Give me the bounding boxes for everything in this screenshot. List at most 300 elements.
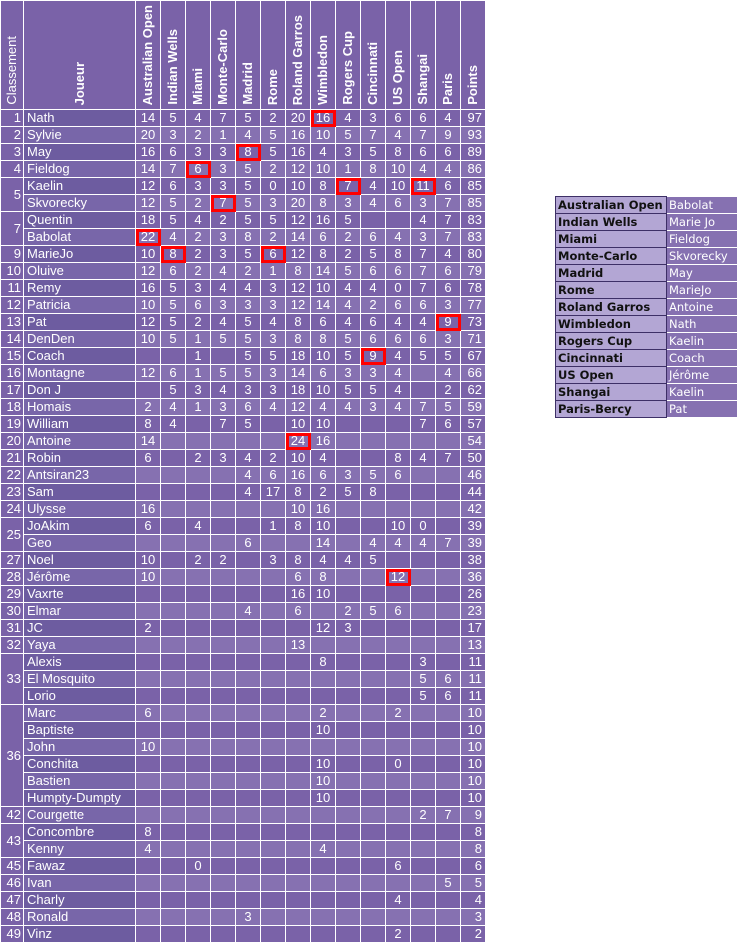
score-cell — [261, 739, 286, 756]
rank-cell: 16 — [1, 365, 24, 382]
player-name: Concombre — [24, 824, 136, 841]
score-cell — [361, 620, 386, 637]
score-cell — [336, 824, 361, 841]
score-cell: 8 — [311, 569, 336, 586]
score-cell — [261, 705, 286, 722]
score-cell — [411, 586, 436, 603]
score-cell — [236, 586, 261, 603]
score-cell — [336, 688, 361, 705]
score-cell — [236, 433, 261, 450]
winner-row — [556, 350, 738, 367]
score-cell: 8 — [386, 246, 411, 263]
score-cell: 2 — [186, 127, 211, 144]
score-cell — [236, 552, 261, 569]
table-row — [1, 399, 486, 416]
score-cell: 5 — [361, 144, 386, 161]
header-tournament-2-label: Miami — [190, 68, 205, 105]
score-cell: 4 — [236, 603, 261, 620]
score-cell: 14 — [311, 263, 336, 280]
score-cell — [336, 773, 361, 790]
score-cell: 4 — [436, 365, 461, 382]
score-cell: 6 — [161, 178, 186, 195]
score-cell — [161, 637, 186, 654]
score-cell: 2 — [186, 263, 211, 280]
score-cell — [236, 756, 261, 773]
score-cell: 4 — [336, 314, 361, 331]
score-cell: 10 — [136, 739, 161, 756]
score-cell — [236, 501, 261, 518]
winner-score-cell: 7 — [211, 195, 236, 212]
score-cell: 3 — [336, 195, 361, 212]
score-cell: 20 — [286, 110, 311, 127]
score-cell — [286, 620, 311, 637]
winner-player: Pat — [667, 401, 738, 418]
rank-cell: 31 — [1, 620, 24, 637]
score-cell — [411, 773, 436, 790]
score-cell — [436, 892, 461, 909]
score-cell — [236, 671, 261, 688]
header-tournament-6 — [286, 1, 311, 110]
score-cell: 2 — [311, 484, 336, 501]
score-cell — [436, 433, 461, 450]
table-row — [1, 331, 486, 348]
score-cell: 0 — [386, 756, 411, 773]
score-cell — [186, 586, 211, 603]
score-cell — [261, 637, 286, 654]
score-cell: 0 — [261, 178, 286, 195]
winner-row — [556, 231, 738, 248]
player-name: Oluive — [24, 263, 136, 280]
header-tournament-0 — [136, 1, 161, 110]
table-row — [1, 739, 486, 756]
score-cell: 3 — [236, 909, 261, 926]
score-cell: 6 — [136, 705, 161, 722]
score-cell — [361, 909, 386, 926]
score-cell: 1 — [211, 127, 236, 144]
score-cell: 5 — [236, 246, 261, 263]
score-cell — [161, 620, 186, 637]
score-cell — [236, 773, 261, 790]
score-cell: 12 — [311, 620, 336, 637]
score-cell: 7 — [436, 212, 461, 229]
score-cell — [161, 875, 186, 892]
score-cell — [336, 586, 361, 603]
score-cell: 10 — [311, 348, 336, 365]
score-cell: 7 — [211, 110, 236, 127]
score-cell: 5 — [411, 671, 436, 688]
score-cell — [261, 892, 286, 909]
score-cell: 5 — [336, 348, 361, 365]
score-cell — [161, 433, 186, 450]
score-cell — [286, 790, 311, 807]
points-cell: 11 — [461, 688, 486, 705]
score-cell — [286, 892, 311, 909]
score-cell — [261, 909, 286, 926]
score-cell — [386, 212, 411, 229]
score-cell: 3 — [411, 195, 436, 212]
score-cell — [286, 909, 311, 926]
score-cell — [261, 603, 286, 620]
table-row — [1, 450, 486, 467]
score-cell: 6 — [311, 365, 336, 382]
score-cell: 4 — [386, 314, 411, 331]
score-cell: 3 — [186, 178, 211, 195]
score-cell — [286, 688, 311, 705]
score-cell: 10 — [311, 790, 336, 807]
score-cell: 12 — [286, 212, 311, 229]
score-cell: 6 — [386, 331, 411, 348]
score-cell — [211, 671, 236, 688]
player-name: JoAkim — [24, 518, 136, 535]
score-cell — [211, 858, 236, 875]
player-name: Fawaz — [24, 858, 136, 875]
player-name: Quentin — [24, 212, 136, 229]
score-cell — [286, 722, 311, 739]
score-cell — [386, 688, 411, 705]
score-cell — [286, 824, 311, 841]
score-cell — [161, 858, 186, 875]
score-cell: 4 — [386, 127, 411, 144]
header-tournament-1 — [161, 1, 186, 110]
score-cell: 6 — [286, 569, 311, 586]
score-cell: 1 — [261, 518, 286, 535]
score-cell: 3 — [211, 297, 236, 314]
rank-cell: 21 — [1, 450, 24, 467]
player-name: Ivan — [24, 875, 136, 892]
header-tournament-5 — [261, 1, 286, 110]
table-row — [1, 348, 486, 365]
score-cell: 16 — [286, 127, 311, 144]
score-cell: 5 — [336, 382, 361, 399]
score-cell: 3 — [261, 297, 286, 314]
winner-row — [556, 248, 738, 265]
score-cell: 4 — [311, 144, 336, 161]
score-cell — [436, 722, 461, 739]
score-cell: 10 — [311, 416, 336, 433]
score-cell: 10 — [311, 756, 336, 773]
score-cell: 5 — [236, 195, 261, 212]
score-cell: 3 — [211, 178, 236, 195]
score-cell: 8 — [286, 263, 311, 280]
score-cell — [236, 722, 261, 739]
score-cell: 0 — [386, 280, 411, 297]
table-row — [1, 535, 486, 552]
score-cell: 4 — [186, 212, 211, 229]
score-cell — [311, 739, 336, 756]
rank-cell: 11 — [1, 280, 24, 297]
winner-player: Kaelin — [667, 384, 738, 401]
score-cell: 12 — [136, 263, 161, 280]
score-cell: 5 — [436, 399, 461, 416]
score-cell — [386, 909, 411, 926]
points-cell: 83 — [461, 229, 486, 246]
score-cell: 4 — [361, 195, 386, 212]
score-cell: 4 — [211, 314, 236, 331]
score-cell: 2 — [236, 263, 261, 280]
score-cell: 4 — [161, 229, 186, 246]
score-cell — [436, 858, 461, 875]
table-row — [1, 484, 486, 501]
score-cell — [161, 892, 186, 909]
score-cell: 7 — [411, 416, 436, 433]
points-cell: 93 — [461, 127, 486, 144]
header-tournament-4 — [236, 1, 261, 110]
score-cell: 8 — [286, 484, 311, 501]
score-cell — [136, 756, 161, 773]
score-cell — [211, 535, 236, 552]
score-cell: 7 — [436, 450, 461, 467]
score-cell: 5 — [236, 161, 261, 178]
winner-tournament: Indian Wells — [556, 214, 667, 231]
score-cell — [411, 433, 436, 450]
header-tournament-3 — [211, 1, 236, 110]
table-row — [1, 671, 486, 688]
score-cell: 10 — [286, 416, 311, 433]
player-name: May — [24, 144, 136, 161]
score-cell — [161, 824, 186, 841]
score-cell — [236, 637, 261, 654]
score-cell — [261, 824, 286, 841]
score-cell: 4 — [261, 314, 286, 331]
score-cell: 3 — [236, 382, 261, 399]
score-cell: 16 — [311, 433, 336, 450]
score-cell — [436, 705, 461, 722]
score-cell: 2 — [336, 603, 361, 620]
score-cell — [136, 909, 161, 926]
rank-cell: 18 — [1, 399, 24, 416]
table-row — [1, 178, 486, 195]
winner-tournament: Rogers Cup — [556, 333, 667, 350]
score-cell — [361, 722, 386, 739]
score-cell — [436, 603, 461, 620]
score-cell: 5 — [361, 552, 386, 569]
table-row — [1, 501, 486, 518]
score-cell: 2 — [261, 161, 286, 178]
points-cell: 8 — [461, 841, 486, 858]
score-cell — [336, 637, 361, 654]
score-cell — [136, 671, 161, 688]
score-cell: 8 — [136, 824, 161, 841]
score-cell — [186, 671, 211, 688]
score-cell: 8 — [286, 552, 311, 569]
player-name: Patricia — [24, 297, 136, 314]
winner-tournament: Cincinnati — [556, 350, 667, 367]
score-cell: 1 — [186, 348, 211, 365]
points-cell: 83 — [461, 212, 486, 229]
score-cell — [436, 790, 461, 807]
score-cell: 6 — [361, 263, 386, 280]
score-cell — [436, 484, 461, 501]
score-cell: 12 — [286, 161, 311, 178]
table-row — [1, 790, 486, 807]
score-cell: 5 — [161, 280, 186, 297]
score-cell: 4 — [386, 382, 411, 399]
player-name: Baptiste — [24, 722, 136, 739]
score-cell — [261, 875, 286, 892]
score-cell: 14 — [311, 297, 336, 314]
rank-cell: 14 — [1, 331, 24, 348]
score-cell — [236, 807, 261, 824]
player-name: Babolat — [24, 229, 136, 246]
player-name: Noel — [24, 552, 136, 569]
header-tournament-8 — [336, 1, 361, 110]
table-row — [1, 229, 486, 246]
points-cell: 6 — [461, 858, 486, 875]
winner-score-cell: 24 — [286, 433, 311, 450]
score-cell — [436, 467, 461, 484]
score-cell: 10 — [136, 552, 161, 569]
score-cell — [336, 739, 361, 756]
score-cell — [411, 909, 436, 926]
score-cell: 17 — [261, 484, 286, 501]
table-row — [1, 297, 486, 314]
score-cell: 2 — [386, 926, 411, 943]
score-cell: 3 — [361, 399, 386, 416]
points-cell: 5 — [461, 875, 486, 892]
winner-player: Nath — [667, 316, 738, 333]
score-cell — [386, 773, 411, 790]
score-cell: 10 — [311, 773, 336, 790]
score-cell — [211, 790, 236, 807]
score-cell — [411, 484, 436, 501]
score-cell — [286, 875, 311, 892]
score-cell: 3 — [361, 365, 386, 382]
score-cell: 2 — [336, 246, 361, 263]
score-cell — [386, 501, 411, 518]
score-cell — [386, 586, 411, 603]
winner-score-cell: 9 — [436, 314, 461, 331]
rank-cell: 28 — [1, 569, 24, 586]
score-cell — [186, 416, 211, 433]
score-cell — [436, 552, 461, 569]
score-cell — [286, 705, 311, 722]
winner-tournament: Paris-Bercy — [556, 401, 667, 418]
score-cell: 4 — [386, 348, 411, 365]
score-cell: 6 — [286, 603, 311, 620]
winner-row — [556, 299, 738, 316]
player-name: Homais — [24, 399, 136, 416]
score-cell — [186, 688, 211, 705]
player-name: Ulysse — [24, 501, 136, 518]
winner-tournament: US Open — [556, 367, 667, 384]
score-cell: 6 — [386, 195, 411, 212]
score-cell: 16 — [136, 501, 161, 518]
header-tournament-7 — [311, 1, 336, 110]
score-cell — [411, 603, 436, 620]
score-cell — [261, 671, 286, 688]
score-cell: 12 — [286, 399, 311, 416]
table-row — [1, 620, 486, 637]
score-cell — [186, 892, 211, 909]
points-cell: 11 — [461, 654, 486, 671]
table-row — [1, 552, 486, 569]
score-cell — [336, 433, 361, 450]
score-cell — [136, 637, 161, 654]
score-cell: 4 — [311, 552, 336, 569]
score-cell: 7 — [436, 229, 461, 246]
points-cell: 10 — [461, 773, 486, 790]
score-cell — [361, 637, 386, 654]
table-body — [1, 110, 486, 943]
score-cell — [236, 518, 261, 535]
score-cell: 5 — [336, 127, 361, 144]
score-cell — [161, 756, 186, 773]
score-cell: 1 — [186, 365, 211, 382]
winner-row — [556, 367, 738, 384]
header-tournament-10-label: US Open — [390, 50, 405, 105]
score-cell: 6 — [361, 229, 386, 246]
points-cell: 10 — [461, 739, 486, 756]
score-cell — [361, 450, 386, 467]
score-cell: 20 — [136, 127, 161, 144]
score-cell — [236, 688, 261, 705]
table-row — [1, 756, 486, 773]
score-cell — [411, 552, 436, 569]
points-cell: 26 — [461, 586, 486, 603]
score-cell: 12 — [136, 314, 161, 331]
score-cell: 6 — [436, 178, 461, 195]
score-cell: 4 — [336, 280, 361, 297]
score-cell: 12 — [286, 246, 311, 263]
score-cell: 5 — [436, 875, 461, 892]
rank-cell: 49 — [1, 926, 24, 943]
score-cell — [136, 348, 161, 365]
score-cell: 5 — [161, 195, 186, 212]
player-name: MarieJo — [24, 246, 136, 263]
score-cell — [261, 501, 286, 518]
score-cell — [161, 450, 186, 467]
score-cell: 6 — [436, 688, 461, 705]
score-cell — [411, 926, 436, 943]
score-cell — [261, 807, 286, 824]
player-name: Robin — [24, 450, 136, 467]
winner-score-cell: 22 — [136, 229, 161, 246]
player-name: Humpty-Dumpty — [24, 790, 136, 807]
points-cell: 86 — [461, 161, 486, 178]
score-cell — [236, 875, 261, 892]
rank-cell: 33 — [1, 654, 24, 705]
table-row — [1, 416, 486, 433]
score-cell: 16 — [136, 280, 161, 297]
score-cell: 4 — [311, 841, 336, 858]
score-cell: 12 — [136, 365, 161, 382]
score-cell — [436, 637, 461, 654]
score-cell — [436, 654, 461, 671]
points-cell: 77 — [461, 297, 486, 314]
score-cell — [361, 790, 386, 807]
score-cell: 5 — [161, 382, 186, 399]
score-cell: 8 — [386, 144, 411, 161]
score-cell — [211, 501, 236, 518]
score-cell: 16 — [311, 212, 336, 229]
score-cell: 2 — [211, 212, 236, 229]
score-cell: 7 — [411, 399, 436, 416]
winner-player: Skvorecky — [667, 248, 738, 265]
score-cell: 4 — [336, 552, 361, 569]
score-cell: 8 — [361, 484, 386, 501]
rank-cell: 23 — [1, 484, 24, 501]
winner-score-cell: 16 — [311, 110, 336, 127]
score-cell: 14 — [136, 110, 161, 127]
player-name: Kenny — [24, 841, 136, 858]
score-cell: 12 — [136, 195, 161, 212]
points-cell: 2 — [461, 926, 486, 943]
score-cell — [311, 671, 336, 688]
table-row — [1, 212, 486, 229]
score-cell: 4 — [236, 280, 261, 297]
score-cell: 5 — [336, 331, 361, 348]
score-cell: 10 — [386, 518, 411, 535]
